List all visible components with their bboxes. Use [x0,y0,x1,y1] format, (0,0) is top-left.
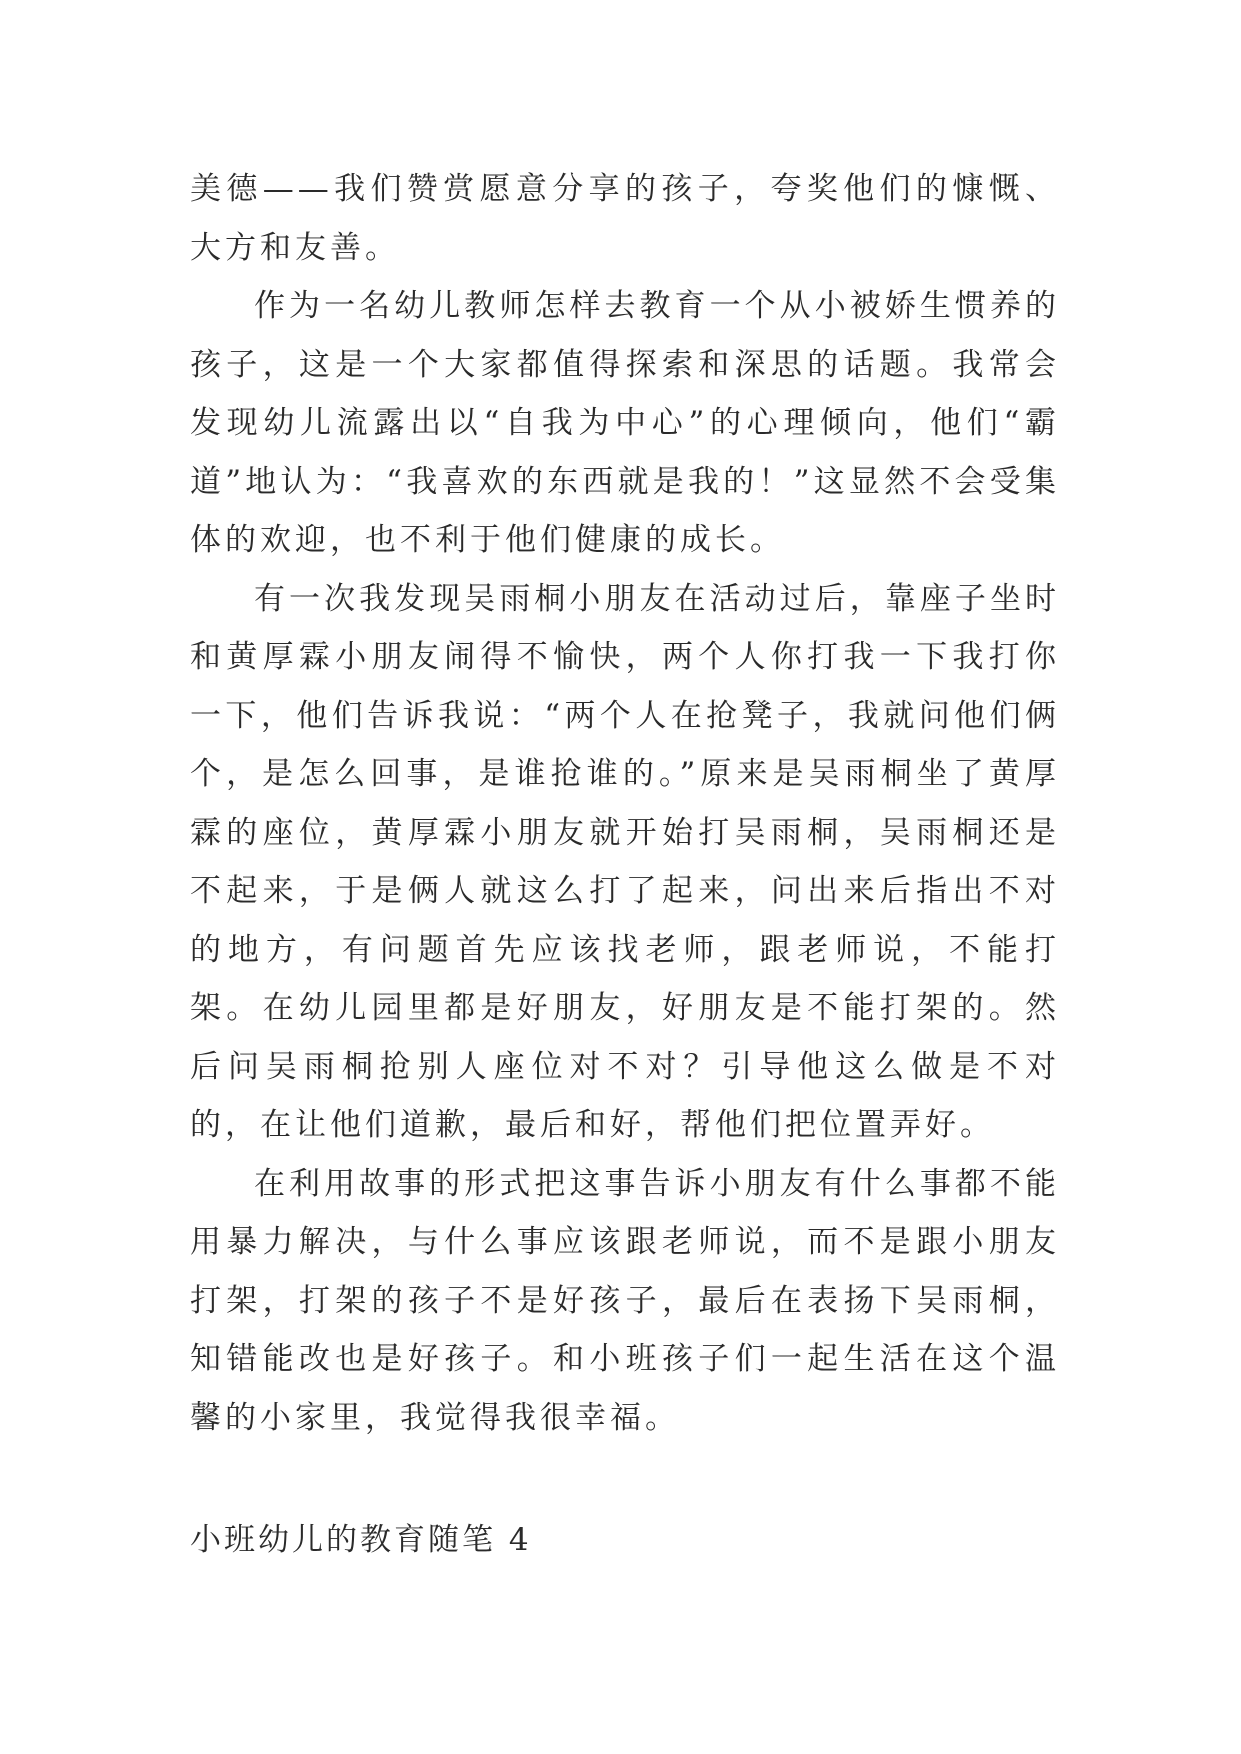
document-body [190,160,1060,1570]
paragraph-2: 作为一名幼儿教师怎样去教育一个从小被娇生惯养的孩子，这是一个大家都值得探索和深思的话题。我常会发现幼儿流露出以“自我为中心”的心理倾向，他们“霸道”地认为：“我喜欢的东西就是我的！”这显然不会受集体的欢迎，也不利于他们健康的成长。 [190,288,1060,558]
paragraph-3: 有一次我发现吴雨桐小朋友在活动过后，靠座子坐时和黄厚霖小朋友闹得不愉快，两个人你打我一下我打你一下，他们告诉我说：“两个人在抢凳子，我就问他们俩个，是怎么回事，是谁抢谁的。”原来是吴雨桐坐了黄厚霖的座位，黄厚霖小朋友就开始打吴雨桐，吴雨桐还是不起来，于是俩人就这么打了起来，问出来后指出不对的地方，有问题首先应该找老师，跟老师说，不能打架。在幼儿园里都是好朋友，好朋友是不能打架的。然后问吴雨桐抢别人座位对不对？引导他这么做是不对的，在让他们道歉，最后和好，帮他们把位置弄好。 [190,580,1060,1143]
paragraph-1: 美德——我们赞赏愿意分享的孩子，夸奖他们的慷慨、大方和友善。 [190,171,1060,266]
section-heading: 小班幼儿的教育随笔 4 [190,1522,532,1558]
paragraph-4: 在利用故事的形式把这事告诉小朋友有什么事都不能用暴力解决，与什么事应该跟老师说，而不是跟小朋友打架，打架的孩子不是好孩子，最后在表扬下吴雨桐，知错能改也是好孩子。和小班孩子们一起生活在这个温馨的小家里，我觉得我很幸福。 [190,1165,1060,1436]
